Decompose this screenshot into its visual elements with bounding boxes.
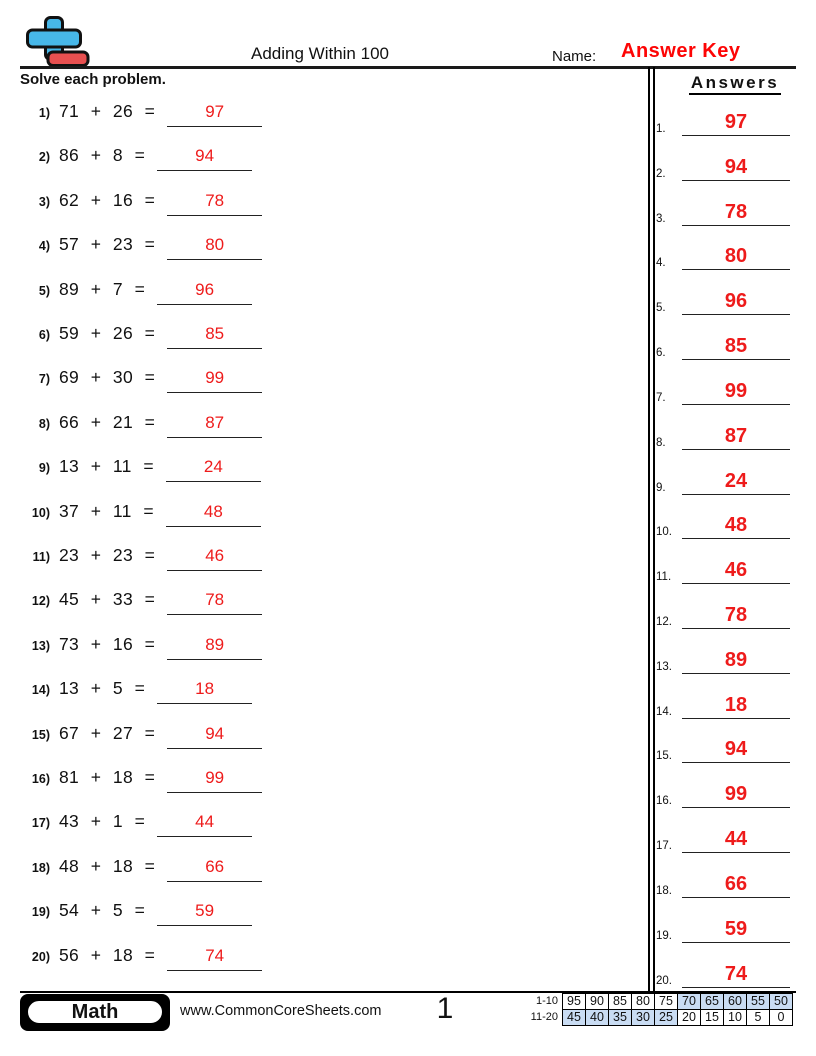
problem-row bbox=[20, 410, 262, 438]
answer-item bbox=[656, 958, 796, 988]
answer-item bbox=[656, 420, 796, 450]
problem-number: 5) bbox=[38, 283, 50, 298]
score-cell: 65 bbox=[700, 993, 724, 1010]
website-text: www.CommonCoreSheets.com bbox=[180, 1003, 382, 1019]
problem-answer-blank: 18 bbox=[157, 677, 252, 704]
problem-expression: 67 + 27 = bbox=[59, 722, 156, 743]
answer-value: 46 bbox=[682, 559, 790, 584]
problem-row bbox=[20, 188, 262, 216]
score-cell: 30 bbox=[631, 1009, 655, 1026]
problem-answer-blank: 96 bbox=[157, 278, 252, 305]
instructions-text: Solve each problem. bbox=[20, 71, 166, 88]
answer-number: 16. bbox=[656, 795, 672, 808]
score-cell: 25 bbox=[654, 1009, 678, 1026]
problem-answer-blank: 48 bbox=[166, 500, 261, 527]
name-label: Name: bbox=[552, 48, 597, 65]
answer-number: 9. bbox=[656, 481, 666, 494]
answer-value: 87 bbox=[682, 425, 790, 450]
score-table bbox=[530, 993, 793, 1026]
problem-row bbox=[20, 321, 262, 349]
score-cell: 35 bbox=[608, 1009, 632, 1026]
answer-item bbox=[656, 689, 796, 719]
answer-value: 78 bbox=[682, 201, 790, 226]
answer-number: 8. bbox=[656, 436, 666, 449]
problem-number: 19) bbox=[31, 905, 50, 920]
answer-item bbox=[656, 599, 796, 629]
problem-number: 7) bbox=[38, 372, 50, 387]
problem-expression: 73 + 16 = bbox=[59, 633, 156, 654]
problem-row bbox=[20, 809, 252, 837]
problem-expression: 43 + 1 = bbox=[59, 811, 146, 832]
problem-answer-blank: 87 bbox=[167, 411, 262, 438]
problem-answer-blank: 97 bbox=[167, 100, 262, 127]
problem-number: 15) bbox=[31, 727, 50, 742]
score-cell: 95 bbox=[562, 993, 586, 1010]
header-divider bbox=[20, 66, 796, 69]
answer-item bbox=[656, 644, 796, 674]
answer-number: 17. bbox=[656, 840, 672, 853]
problem-number: 12) bbox=[31, 594, 50, 609]
problem-answer-blank: 66 bbox=[167, 855, 262, 882]
answer-number: 5. bbox=[656, 302, 666, 315]
problem-row bbox=[20, 721, 262, 749]
answer-value: 99 bbox=[682, 783, 790, 808]
problem-answer-blank: 89 bbox=[167, 633, 262, 660]
problem-row bbox=[20, 943, 262, 971]
problem-answer-blank: 85 bbox=[167, 322, 262, 349]
problem-answer-blank: 94 bbox=[157, 144, 252, 171]
problem-row bbox=[20, 277, 252, 305]
problem-row bbox=[20, 232, 262, 260]
score-row-11-20 bbox=[530, 1009, 793, 1026]
problem-row bbox=[20, 898, 252, 926]
answer-value: 99 bbox=[682, 380, 790, 405]
score-cell: 15 bbox=[700, 1009, 724, 1026]
answer-value: 59 bbox=[682, 918, 790, 943]
problem-number: 3) bbox=[38, 194, 50, 209]
problem-expression: 71 + 26 = bbox=[59, 101, 156, 121]
score-row-label: 1-10 bbox=[535, 995, 558, 1007]
problem-expression: 89 + 7 = bbox=[59, 278, 146, 299]
problem-expression: 81 + 18 = bbox=[59, 767, 156, 787]
score-cell: 70 bbox=[677, 993, 701, 1010]
answer-number: 11. bbox=[656, 571, 672, 584]
problem-number: 6) bbox=[38, 328, 50, 342]
problem-answer-blank: 78 bbox=[167, 588, 262, 615]
problem-number: 11) bbox=[32, 550, 50, 564]
score-cell: 45 bbox=[562, 1009, 586, 1026]
problem-row bbox=[20, 499, 261, 527]
problem-expression: 69 + 30 = bbox=[59, 367, 156, 388]
answers-heading: Answers bbox=[660, 73, 810, 93]
answer-number: 4. bbox=[656, 257, 666, 270]
problem-row bbox=[20, 454, 261, 482]
problem-answer-blank: 74 bbox=[167, 944, 262, 971]
problem-answer-blank: 94 bbox=[167, 722, 262, 749]
answer-item bbox=[656, 509, 796, 539]
answer-number: 10. bbox=[656, 526, 672, 539]
answer-value: 94 bbox=[682, 156, 790, 181]
answer-value: 96 bbox=[682, 290, 790, 315]
problem-answer-blank: 44 bbox=[157, 810, 252, 837]
problem-row bbox=[20, 587, 262, 615]
problem-expression: 13 + 5 = bbox=[59, 678, 146, 699]
answer-item bbox=[656, 375, 796, 405]
score-cell: 75 bbox=[654, 993, 678, 1010]
problem-answer-blank: 46 bbox=[167, 544, 262, 571]
score-cell: 5 bbox=[746, 1009, 770, 1026]
answer-number: 19. bbox=[656, 929, 672, 942]
problem-answer-blank: 59 bbox=[157, 899, 252, 926]
answer-item bbox=[656, 465, 796, 495]
answer-item bbox=[656, 106, 796, 136]
answer-item bbox=[656, 733, 796, 763]
subject-badge bbox=[20, 994, 170, 1031]
score-cell: 55 bbox=[746, 993, 770, 1010]
answer-value: 18 bbox=[682, 694, 790, 719]
score-cell: 85 bbox=[608, 993, 632, 1010]
subject-badge-label: Math bbox=[26, 999, 164, 1025]
problem-expression: 56 + 18 = bbox=[59, 944, 156, 965]
problem-expression: 62 + 16 = bbox=[59, 189, 156, 210]
answer-value: 24 bbox=[682, 470, 790, 495]
answer-value: 78 bbox=[682, 604, 790, 629]
answer-item bbox=[656, 778, 796, 808]
answer-item bbox=[656, 285, 796, 315]
answer-number: 20. bbox=[656, 974, 672, 987]
problem-expression: 57 + 23 = bbox=[59, 234, 156, 255]
problem-number: 10) bbox=[31, 505, 50, 520]
answer-item bbox=[656, 868, 796, 898]
problem-number: 13) bbox=[31, 638, 50, 653]
answer-value: 80 bbox=[682, 245, 790, 270]
answer-item bbox=[656, 330, 796, 360]
answer-number: 13. bbox=[656, 660, 672, 673]
problem-number: 4) bbox=[38, 239, 50, 254]
column-divider bbox=[648, 67, 655, 991]
answer-item bbox=[656, 151, 796, 181]
problem-expression: 13 + 11 = bbox=[59, 456, 154, 477]
problem-number: 14) bbox=[31, 683, 50, 698]
answer-item bbox=[656, 823, 796, 853]
answer-number: 1. bbox=[656, 123, 666, 135]
problem-number: 9) bbox=[38, 461, 50, 476]
answer-key-label: Answer Key bbox=[621, 40, 741, 62]
problem-expression: 54 + 5 = bbox=[59, 900, 146, 921]
answer-value: 74 bbox=[682, 963, 790, 988]
problem-answer-blank: 99 bbox=[167, 766, 262, 793]
score-cell: 80 bbox=[631, 993, 655, 1010]
problem-row bbox=[20, 365, 262, 393]
problem-expression: 48 + 18 = bbox=[59, 855, 156, 876]
score-cell: 50 bbox=[769, 993, 793, 1010]
problem-row bbox=[20, 676, 252, 704]
score-cell: 60 bbox=[723, 993, 747, 1010]
answer-item bbox=[656, 196, 796, 226]
answer-value: 44 bbox=[682, 828, 790, 853]
problem-expression: 59 + 26 = bbox=[59, 323, 156, 343]
score-cell: 20 bbox=[677, 1009, 701, 1026]
problem-expression: 23 + 23 = bbox=[59, 545, 156, 565]
problem-number: 8) bbox=[38, 416, 50, 431]
answer-number: 18. bbox=[656, 884, 672, 897]
answer-item bbox=[656, 240, 796, 270]
answer-value: 94 bbox=[682, 738, 790, 763]
page-number: 1 bbox=[436, 992, 454, 1025]
problem-number: 2) bbox=[38, 150, 50, 165]
answer-value: 48 bbox=[682, 514, 790, 539]
worksheet-title: Adding Within 100 bbox=[251, 44, 389, 63]
problem-answer-blank: 78 bbox=[167, 189, 262, 216]
answer-number: 12. bbox=[656, 616, 672, 629]
problem-row bbox=[20, 765, 262, 793]
problem-answer-blank: 24 bbox=[166, 455, 261, 482]
problem-expression: 86 + 8 = bbox=[59, 145, 146, 166]
score-cell: 90 bbox=[585, 993, 609, 1010]
problem-answer-blank: 99 bbox=[167, 366, 262, 393]
answer-value: 97 bbox=[682, 111, 790, 136]
problem-expression: 37 + 11 = bbox=[59, 500, 154, 521]
problem-row bbox=[20, 632, 262, 660]
problem-row bbox=[20, 543, 262, 571]
answer-value: 66 bbox=[682, 873, 790, 898]
answer-item bbox=[656, 554, 796, 584]
answer-number: 6. bbox=[656, 347, 666, 360]
problem-number: 17) bbox=[31, 816, 50, 831]
problem-answer-blank: 80 bbox=[167, 233, 262, 260]
answer-number: 15. bbox=[656, 750, 672, 763]
problem-expression: 66 + 21 = bbox=[59, 411, 156, 432]
score-cell: 40 bbox=[585, 1009, 609, 1026]
problem-expression: 45 + 33 = bbox=[59, 589, 156, 610]
score-cell: 0 bbox=[769, 1009, 793, 1026]
answer-number: 3. bbox=[656, 212, 666, 225]
answer-number: 2. bbox=[656, 167, 666, 180]
answer-value: 85 bbox=[682, 335, 790, 360]
answer-number: 7. bbox=[656, 391, 666, 404]
score-row-1-10 bbox=[530, 993, 793, 1010]
problem-row bbox=[20, 854, 262, 882]
score-cell: 10 bbox=[723, 1009, 747, 1026]
answer-number: 14. bbox=[656, 705, 672, 718]
problem-number: 16) bbox=[31, 772, 50, 786]
problem-number: 20) bbox=[31, 949, 50, 964]
problem-row bbox=[20, 99, 262, 127]
answer-item bbox=[656, 913, 796, 943]
answer-value: 89 bbox=[682, 649, 790, 674]
score-row-label: 11-20 bbox=[530, 1011, 558, 1023]
problem-row bbox=[20, 143, 252, 171]
problem-number: 18) bbox=[31, 860, 50, 875]
problem-number: 1) bbox=[38, 106, 50, 120]
